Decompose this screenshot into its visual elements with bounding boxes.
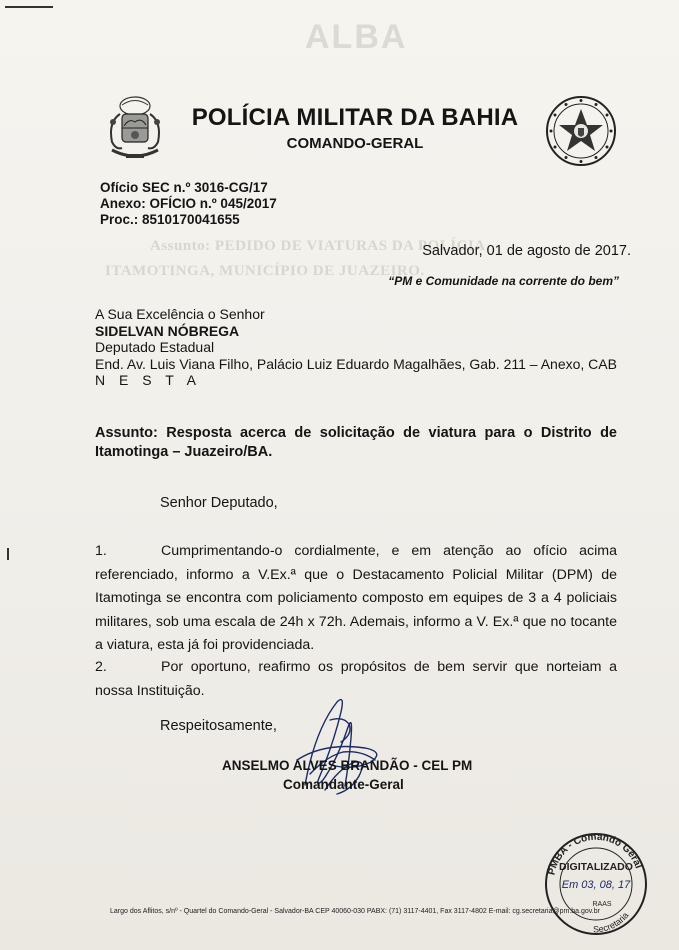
pm-bahia-seal-icon: [545, 95, 617, 167]
paragraph-1: [95, 540, 617, 658]
signatory-role: Comandante-Geral: [283, 777, 404, 792]
greeting: Senhor Deputado,: [160, 495, 278, 511]
bahia-coat-of-arms-icon: [98, 92, 172, 166]
stamp-middle-text: DIGITALIZADO: [559, 861, 633, 873]
page-subtitle: COMANDO-GERAL: [286, 135, 424, 152]
page-title: POLÍCIA MILITAR DA BAHIA: [191, 104, 519, 131]
ghost-subject-line-2: ITAMOTINGA, MUNICÍPIO DE JUAZEIRO.: [105, 263, 425, 279]
recipient-address: End. Av. Luis Viana Filho, Palácio Luiz Eduardo Magalhães, Gab. 211 – Anexo, CAB: [95, 355, 617, 372]
closing: Respeitosamente,: [160, 718, 277, 734]
recipient-name: SIDELVAN NÓBREGA: [95, 322, 240, 339]
recipient-role: Deputado Estadual: [95, 339, 215, 355]
ghost-alba-logo: ALBA: [305, 18, 408, 56]
oficio-number: Ofício SEC n.º 3016-CG/17: [100, 180, 268, 195]
paragraph-number: 1.: [95, 543, 107, 559]
scan-mark-left: [7, 548, 9, 560]
stamp-date: Em 03, 08, 17: [561, 879, 631, 891]
process-number: Proc.: 8510170041655: [100, 212, 240, 227]
date-line: Salvador, 01 de agosto de 2017.: [422, 243, 631, 259]
recipient-block: [95, 306, 617, 389]
anexo-number: Anexo: OFÍCIO n.º 045/2017: [100, 196, 277, 211]
motto: “PM e Comunidade na corrente do bem”: [388, 274, 619, 288]
signatory-name: ANSELMO ALVES BRANDÃO - CEL PM: [222, 758, 473, 773]
scan-mark-top: [5, 6, 53, 8]
footer-address: Largo dos Aflitos, s/nº - Quartel do Comando-Geral - Salvador-BA CEP 40060-030 PABX: (71) 3117-4401, Fax 3117-4802 E-mail: cg.secretaria@pm.ba.gov.br: [110, 908, 600, 915]
stamp-bottom-text: Secretaria: [592, 910, 631, 935]
paragraph-number: 2.: [95, 659, 107, 675]
handwritten-signature: [275, 690, 405, 810]
paragraph-text: Por oportuno, reafirmo os propósitos de bem servir que norteiam a nossa Instituição.: [95, 659, 617, 699]
stamp-code: RAAS: [592, 901, 612, 908]
ghost-subject-line-1: Assunto: PEDIDO DE VIATURAS DA POLÍCIA: [150, 238, 486, 254]
stamp-top-text: PMBA - Comando Geral: [546, 831, 644, 877]
digitalized-stamp: [540, 828, 652, 940]
recipient-salutation: A Sua Excelência o Senhor: [95, 306, 265, 322]
subject-line: Assunto: Resposta acerca de solicitação de viatura para o Distrito de Itamotinga – Juazeiro/BA.: [95, 425, 617, 460]
recipient-city: N E S T A: [95, 372, 201, 388]
paragraph-text: Cumprimentando-o cordialmente, e em atenção ao ofício acima referenciado, informo a V.Ex.ª que o Destacamento Policial Militar (DPM) de Itamotinga se encontra com policiamento composto em equipes de 3 a 4 policiais militares, sob uma escala de 24h x 72h. Ademais, informo a V. Ex.ª que no tocante a viatura, esta já foi providenciada.: [95, 543, 617, 653]
